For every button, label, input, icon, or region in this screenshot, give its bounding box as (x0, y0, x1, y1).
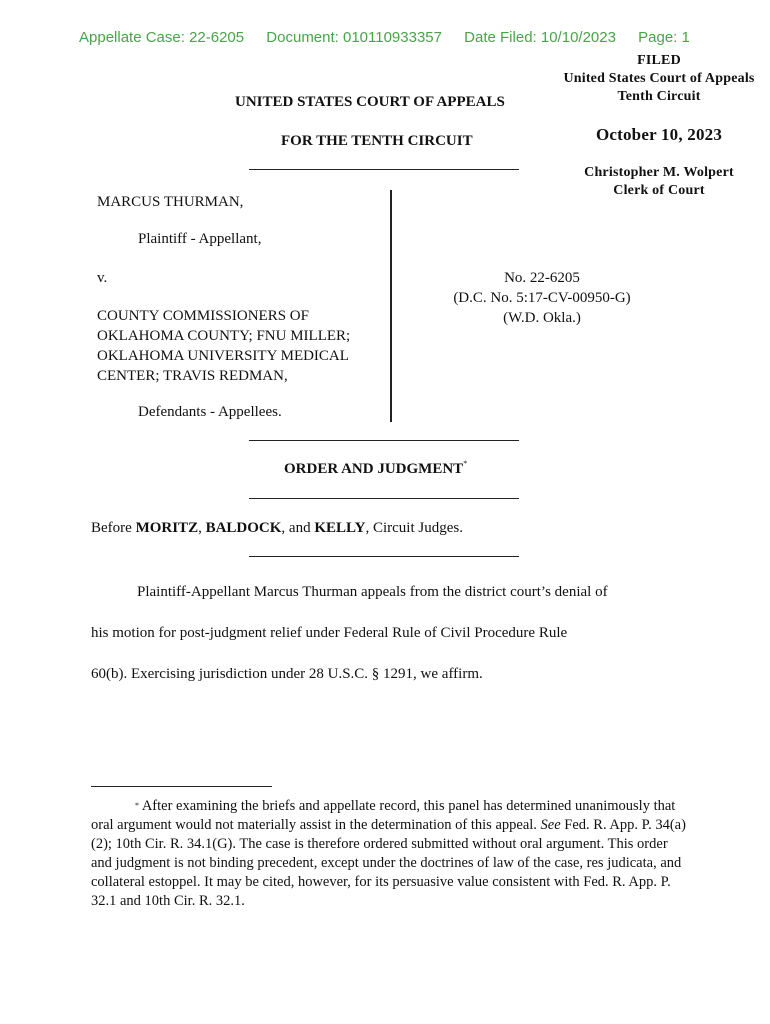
defendant-line: COUNTY COMMISSIONERS OF (97, 308, 309, 324)
body-line: 60(b). Exercising jurisdiction under 28 U.S.C. § 1291, we affirm. (91, 666, 483, 682)
title-text: ORDER AND JUDGMENT (284, 461, 464, 477)
district: (W.D. Okla.) (503, 310, 581, 326)
footnote (91, 797, 691, 911)
divider (249, 498, 519, 499)
judge-kelly: KELLY (314, 520, 366, 536)
judge-moritz: MORITZ (135, 520, 199, 536)
defendant-line: OKLAHOMA COUNTY; FNU MILLER; (97, 328, 351, 344)
panel-line (91, 520, 463, 537)
header-date-filed: Date Filed: 10/10/2023 (464, 29, 616, 46)
divider (249, 556, 519, 557)
judge-baldock: BALDOCK (205, 520, 282, 536)
panel-suffix: , Circuit Judges. (365, 520, 463, 536)
plaintiff-role: Plaintiff - Appellant, (138, 231, 262, 247)
footnote-text-1: After examining the briefs and appellate record, this panel has determined unanimously that oral argument would not materially assist in the determination of this appeal. (91, 798, 676, 833)
district-case-number: (D.C. No. 5:17-CV-00950-G) (453, 290, 631, 306)
document-title (284, 461, 467, 478)
body-paragraph (91, 572, 701, 695)
body-line: his motion for post-judgment relief under Federal Rule of Civil Procedure Rule (91, 625, 568, 641)
filing-header (79, 29, 708, 46)
case-number: No. 22-6205 (504, 270, 580, 286)
filed-court: United States Court of Appeals (563, 71, 755, 86)
filed-date: October 10, 2023 (595, 125, 723, 144)
divider (249, 440, 519, 441)
caption-divider (390, 190, 392, 422)
footnote-marker: * (135, 801, 139, 810)
defendants-role: Defendants - Appellees. (138, 404, 282, 420)
defendant-line: CENTER; TRAVIS REDMAN, (97, 368, 288, 384)
header-case: Appellate Case: 22-6205 (79, 29, 245, 46)
court-name: UNITED STATES COURT OF APPEALS (235, 94, 505, 110)
header-document: Document: 010110933357 (266, 29, 442, 46)
panel-sep: , (198, 520, 206, 536)
footnote-rule (91, 786, 272, 787)
body-line: Plaintiff-Appellant Marcus Thurman appeals from the district court’s denial of (137, 584, 608, 600)
footnote-text-2: Fed. R. App. P. 34(a)(2); 10th Cir. R. 34.1(G). The case is therefore ordered submitted without oral argument. This order and judgment is not binding precedent, except under the doctrines of law of the case, res judicata, and collateral estoppel. It may be cited, however, for its persuasive value consistent with Fed. R. App. P. 32.1 and 10th Cir. R. 32.1. (91, 817, 686, 909)
filed-label: FILED (637, 53, 681, 68)
footnote-marker: * (463, 459, 468, 468)
panel-before: Before (91, 520, 136, 536)
filed-stamp (548, 52, 770, 200)
plaintiff-name: MARCUS THURMAN, (97, 194, 244, 210)
filed-circuit: Tenth Circuit (617, 89, 701, 104)
defendants-list (97, 306, 350, 386)
clerk-title: Clerk of Court (613, 183, 705, 198)
defendant-line: OKLAHOMA UNIVERSITY MEDICAL (97, 348, 349, 364)
versus: v. (97, 270, 108, 286)
footnote-see: See (540, 817, 561, 833)
header-page: Page: 1 (638, 29, 690, 46)
divider (249, 169, 519, 170)
panel-sep: , and (281, 520, 315, 536)
case-number-block (420, 268, 664, 328)
clerk-name: Christopher M. Wolpert (584, 165, 734, 180)
court-circuit: FOR THE TENTH CIRCUIT (281, 133, 473, 149)
